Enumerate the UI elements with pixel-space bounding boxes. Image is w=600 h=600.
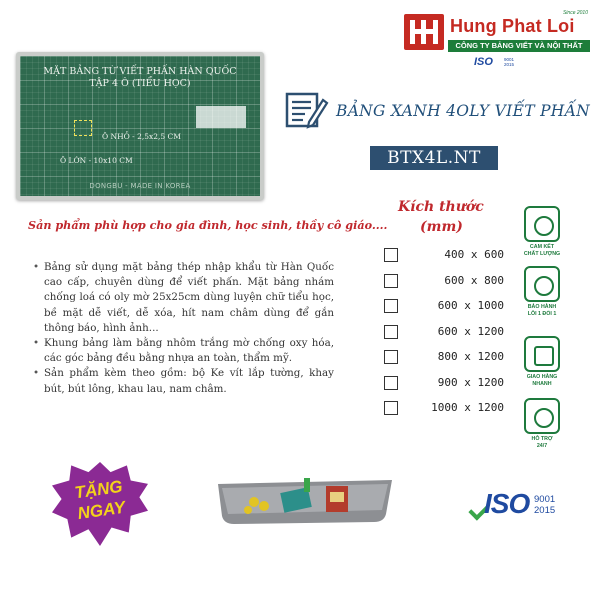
warranty-shield-icon [524, 266, 560, 302]
size-option[interactable]: 900 x 1200 [384, 374, 504, 400]
iso-certification-logo: ISO 9001 2015 [470, 486, 570, 530]
big-cell-label: Ô LỚN - 10x10 CM [60, 156, 133, 165]
delivery-truck-icon [524, 336, 560, 372]
size-heading: Kích thước (mm) [398, 199, 484, 235]
size-option[interactable]: 600 x 1200 [384, 323, 504, 349]
size-checkbox[interactable] [384, 325, 398, 339]
board-surface [20, 56, 260, 196]
size-checkbox[interactable] [384, 274, 398, 288]
brand-mark-icon [404, 14, 444, 50]
edit-document-icon [285, 90, 329, 130]
accessory-tray-image [214, 470, 396, 530]
size-option[interactable]: 800 x 1200 [384, 348, 504, 374]
list-item: • Khung bảng làm bằng nhôm trắng mờ chống oxy hóa, các góc bảng đều bằng nhựa an toàn, thẩm mỹ. [30, 336, 334, 366]
brand-name: Hung Phat Loi [450, 16, 575, 36]
support-phone-icon [524, 398, 560, 434]
gift-sticker [52, 462, 148, 546]
board-sticker-logo [196, 106, 246, 128]
delivery-badge: GIAO HÀNG NHANH [522, 336, 562, 387]
size-option[interactable]: 600 x 800 [384, 272, 504, 298]
list-item: • Bảng sử dụng mặt bảng thép nhập khẩu từ Hàn Quốc cao cấp, chuyên dùng để viết phấn. Mặt bảng nhám chống loá có oly mờ 25x25cm dùng luyện chữ tiểu học, bề mặt dễ viết, dễ xóa, hít nam châm dùng để gắn thông báo, hình ảnh... [30, 260, 334, 336]
small-cell-label: Ô NHỎ - 2,5x2,5 CM [102, 132, 181, 141]
product-board-image [16, 52, 264, 200]
size-option[interactable]: 600 x 1000 [384, 297, 504, 323]
small-cell-marker [74, 120, 92, 136]
product-title: BẢNG XANH 4OLY VIẾT PHẤN [336, 102, 590, 120]
board-title-line2: TẬP 4 Ô (TIỂU HỌC) [89, 78, 191, 89]
brand-company: CÔNG TY BẢNG VIẾT VÀ NỘI THẤT [448, 40, 590, 52]
board-title [20, 66, 260, 90]
brand-since: Since 2010 [562, 10, 588, 16]
size-options [384, 246, 504, 425]
size-checkbox[interactable] [384, 299, 398, 313]
product-code: BTX4L.NT [370, 146, 498, 170]
size-checkbox[interactable] [384, 401, 398, 415]
brand-iso: ISO [474, 56, 493, 68]
size-checkbox[interactable] [384, 376, 398, 390]
list-item: • Sản phẩm kèm theo gồm: bộ Ke vít lắp tường, khay bút, bút lông, khau lau, nam châm. [30, 366, 334, 396]
gift-text: TẶNG NGAY [73, 476, 127, 524]
size-checkbox[interactable] [384, 350, 398, 364]
size-option[interactable]: 1000 x 1200 [384, 399, 504, 425]
tagline: Sản phẩm phù hợp cho gia đình, học sinh, thầy cô giáo.... [28, 218, 388, 232]
description-list [30, 260, 334, 397]
board-footer: DONGBU - MADE IN KOREA [89, 182, 191, 190]
quality-medal-icon [524, 206, 560, 242]
quality-badge: CAM KẾT CHẤT LƯỢNG [522, 206, 562, 257]
board-title-line1: MẶT BẢNG TỪ VIẾT PHẤN HÀN QUỐC [43, 66, 237, 77]
support-badge: HỖ TRỢ 24/7 [522, 398, 562, 449]
warranty-badge: BẢO HÀNH LỖI 1 ĐỔI 1 [522, 266, 562, 317]
size-checkbox[interactable] [384, 248, 398, 262]
brand-iso-numbers: 9001 2015 [504, 57, 515, 67]
size-option[interactable]: 400 x 600 [384, 246, 504, 272]
brand-logo[interactable] [404, 10, 592, 70]
